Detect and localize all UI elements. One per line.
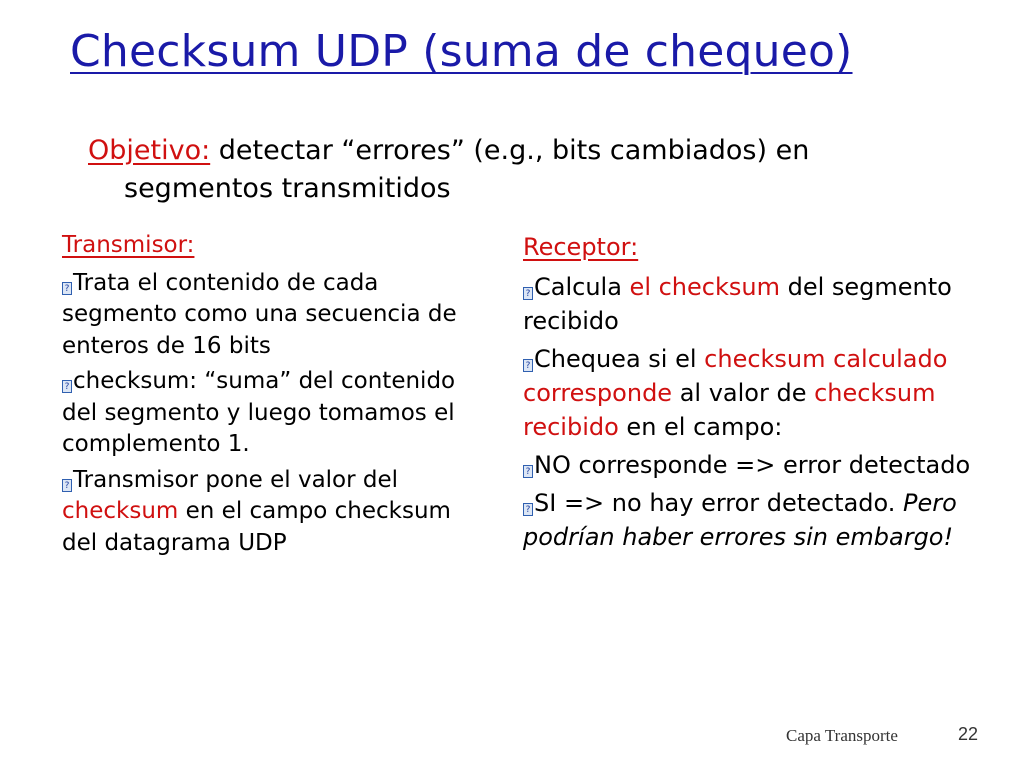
receiver-item-3 — [523, 448, 993, 482]
receiver-item-2-highlight-1: checksum calculado corresponde — [523, 345, 948, 407]
receiver-item-4 — [523, 486, 993, 554]
bullet-icon: ? — [523, 503, 533, 516]
bullet-icon: ? — [62, 282, 72, 295]
receiver-item-1-text-b: del segmento recibido — [523, 273, 952, 335]
receiver-heading: Receptor: — [523, 233, 639, 261]
receiver-item-1-highlight: el checksum — [629, 273, 780, 301]
slide-title: Checksum UDP (suma de chequeo) — [70, 26, 853, 77]
receiver-item-2-text-c: en el campo: — [618, 413, 783, 441]
bullet-icon: ? — [523, 287, 533, 300]
objective-label: Objetivo: — [88, 135, 211, 166]
transmitter-item-3-text-b: en el campo checksum del datagrama UDP — [62, 498, 451, 556]
transmitter-item-3-text-a: Transmisor pone el valor del — [73, 466, 399, 493]
objective — [88, 132, 988, 208]
transmitter-item-1-text: Trata el contenido de cada segmento como una secuencia de enteros de 16 bits — [62, 269, 457, 359]
receiver-item-4-text: SI => no hay error detectado. — [534, 489, 904, 517]
receiver-item-4-italic: Pero podrían haber errores sin embargo! — [523, 489, 957, 551]
objective-text-2: segmentos transmitidos — [124, 173, 451, 204]
receiver-item-2-highlight-2: checksum recibido — [523, 379, 936, 441]
transmitter-heading: Transmisor: — [62, 232, 195, 258]
receiver-item-3-text: NO corresponde => error detectado — [534, 451, 971, 479]
page-number: 22 — [958, 724, 979, 744]
bullet-icon: ? — [523, 359, 533, 372]
receiver-column — [523, 230, 993, 558]
bullet-icon: ? — [523, 465, 533, 478]
objective-text-1: detectar “errores” (e.g., bits cambiados) en — [210, 135, 810, 166]
bullet-icon: ? — [62, 380, 72, 393]
transmitter-item-3 — [62, 465, 472, 560]
receiver-item-1 — [523, 270, 993, 338]
receiver-item-2-text-a: Chequea si el — [534, 345, 705, 373]
receiver-item-2 — [523, 342, 993, 444]
transmitter-item-2-text: checksum: “suma” del contenido del segmento y luego tomamos el complemento 1. — [62, 368, 456, 457]
transmitter-item-2 — [62, 366, 472, 461]
transmitter-column — [62, 230, 472, 563]
transmitter-item-1 — [62, 268, 472, 363]
receiver-item-1-text-a: Calcula — [534, 273, 630, 301]
footer-label: Capa Transporte — [786, 726, 898, 745]
receiver-item-2-text-b: al valor de — [672, 379, 815, 407]
bullet-icon: ? — [62, 479, 72, 492]
transmitter-item-3-highlight: checksum — [62, 498, 179, 524]
